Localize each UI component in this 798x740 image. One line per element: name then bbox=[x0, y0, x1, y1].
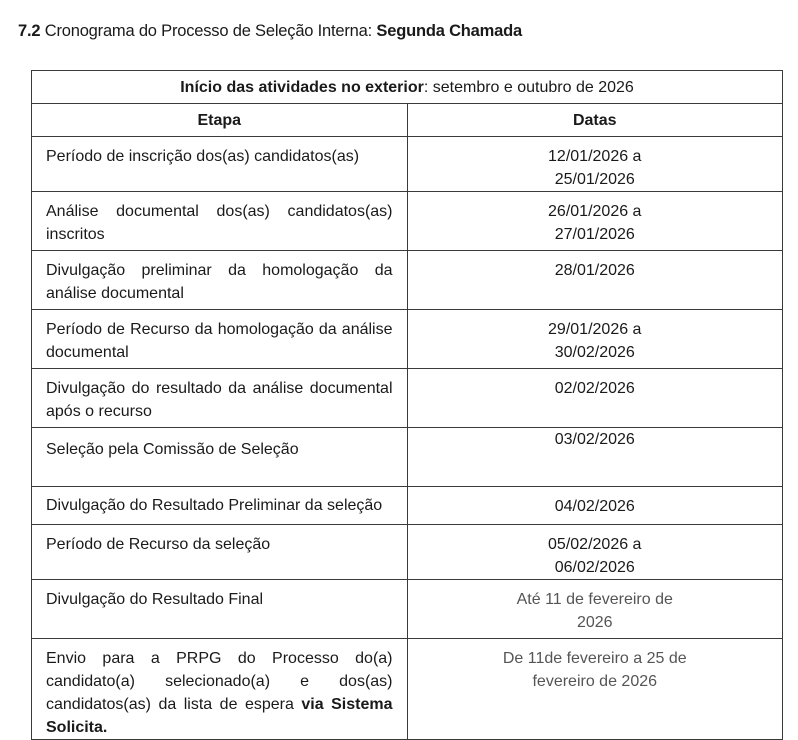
table-row bbox=[32, 428, 783, 487]
datas-cell: 03/02/2026 bbox=[407, 428, 783, 487]
banner-row bbox=[32, 71, 783, 104]
etapa-cell bbox=[32, 639, 408, 740]
header-etapa: Etapa bbox=[32, 104, 408, 137]
etapa-cell: Divulgação do Resultado Preliminar da seleção bbox=[32, 487, 408, 525]
table-row bbox=[32, 137, 783, 192]
etapa-cell: Período de Recurso da seleção bbox=[32, 525, 408, 580]
table-row bbox=[32, 487, 783, 525]
datas-text: De 11de fevereiro a 25 de fevereiro de 2026 bbox=[502, 650, 687, 690]
table-row bbox=[32, 251, 783, 310]
etapa-text: Envio para a PRPG do Processo do(a) candidato(a) selecionado(a) e dos(as) candidatos(as) da lista de espera bbox=[46, 650, 393, 713]
etapa-text-bold: via Sistema Solicita. bbox=[46, 696, 393, 736]
table-row bbox=[32, 192, 783, 251]
etapa-cell: Divulgação do Resultado Final bbox=[32, 580, 408, 639]
datas-cell: 02/02/2026 bbox=[407, 369, 783, 428]
datas-cell bbox=[407, 137, 783, 192]
table-row bbox=[32, 369, 783, 428]
banner-value: : setembro e outubro de 2026 bbox=[423, 78, 634, 96]
section-title: Cronograma do Processo de Seleção Interna: bbox=[40, 22, 377, 40]
table-row bbox=[32, 310, 783, 369]
datas-cell bbox=[407, 310, 783, 369]
section-heading bbox=[18, 22, 522, 41]
etapa-cell: Seleção pela Comissão de Seleção bbox=[32, 428, 408, 487]
datas-cell bbox=[407, 192, 783, 251]
datas-cell: 28/01/2026 bbox=[407, 251, 783, 310]
section-title-emphasis: Segunda Chamada bbox=[376, 22, 522, 40]
datas-text: Até 11 de fevereiro de 2026 bbox=[516, 591, 673, 631]
datas-cell: 04/02/2026 bbox=[407, 487, 783, 525]
banner-cell bbox=[32, 71, 783, 104]
datas-cell bbox=[407, 525, 783, 580]
datas-text: 29/01/2026 a 30/02/2026 bbox=[548, 321, 642, 361]
etapa-cell: Período de Recurso da homologação da análise documental bbox=[32, 310, 408, 369]
banner-label: Início das atividades no exterior bbox=[180, 78, 424, 96]
etapa-cell: Divulgação do resultado da análise documental após o recurso bbox=[32, 369, 408, 428]
etapa-cell: Divulgação preliminar da homologação da análise documental bbox=[32, 251, 408, 310]
table-row bbox=[32, 639, 783, 740]
header-row bbox=[32, 104, 783, 137]
table-row bbox=[32, 525, 783, 580]
table-row bbox=[32, 580, 783, 639]
etapa-cell: Período de inscrição dos(as) candidatos(as) bbox=[32, 137, 408, 192]
datas-text: 12/01/2026 a 25/01/2026 bbox=[548, 148, 642, 188]
etapa-cell: Análise documental dos(as) candidatos(as) inscritos bbox=[32, 192, 408, 251]
schedule-table bbox=[31, 70, 783, 740]
datas-cell bbox=[407, 639, 783, 740]
datas-text: 26/01/2026 a 27/01/2026 bbox=[548, 203, 642, 243]
datas-cell bbox=[407, 580, 783, 639]
header-datas: Datas bbox=[407, 104, 783, 137]
section-number: 7.2 bbox=[18, 22, 41, 40]
datas-text: 05/02/2026 a 06/02/2026 bbox=[548, 536, 642, 576]
